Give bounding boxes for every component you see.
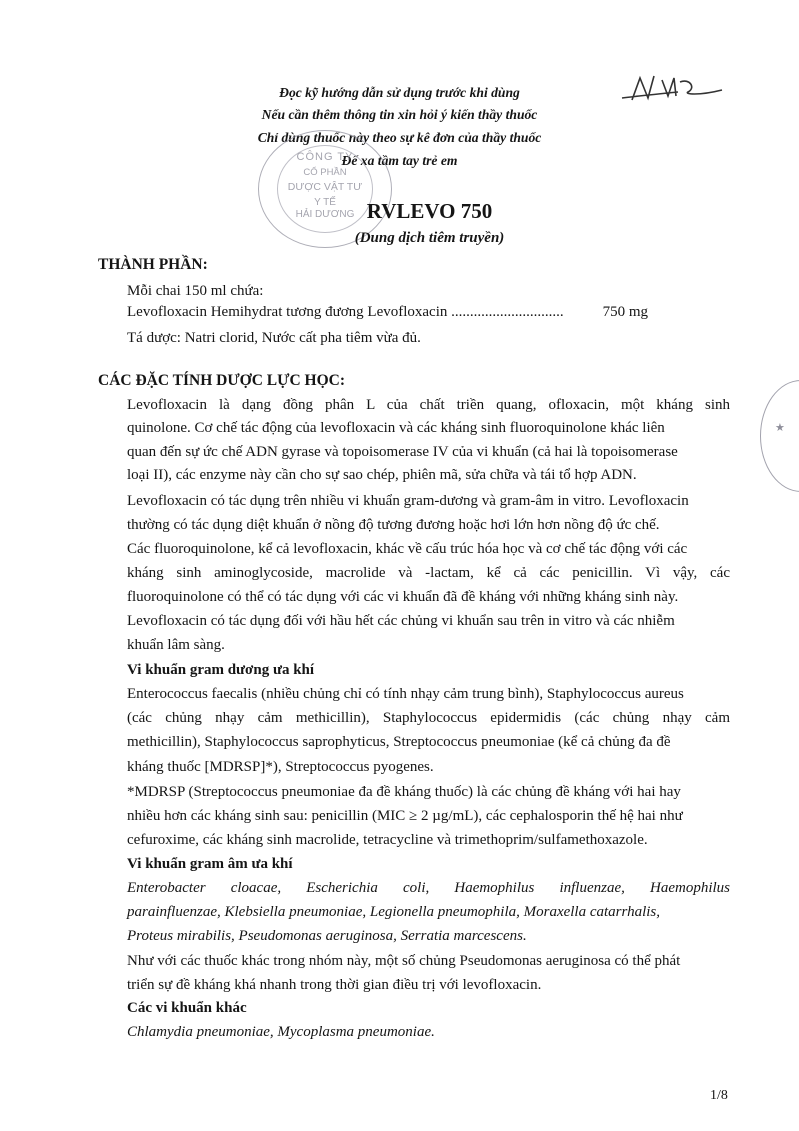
gram-positive-heading: Vi khuẩn gram dương ưa khí bbox=[127, 662, 315, 678]
pd-line-2: quinolone. Cơ chế tác động của levofloxacin và các kháng sinh fluoroquinolone khác liên bbox=[127, 420, 665, 436]
pd-line-8: kháng sinh aminoglycoside, macrolide và -lactam, kể cả các penicillin. Vì vậy, các bbox=[127, 565, 730, 581]
composition-heading: THÀNH PHẦN: bbox=[98, 256, 208, 273]
gram-pos-line-7: cefuroxime, các kháng sinh macrolide, tetracycline và trimethoprim/sulfamethoxazole. bbox=[127, 832, 648, 848]
gram-pos-line-3: methicillin), Staphylococcus saprophyticus, Streptococcus pneumoniae (kể cả chủng đa đề bbox=[127, 734, 671, 750]
product-form: (Dung dịch tiêm truyền) bbox=[354, 230, 505, 246]
page-number: 1/8 bbox=[710, 1088, 728, 1103]
pd-line-4: loại II), các enzyme này cần cho sự sao chép, phiên mã, sửa chữa và tái tổ hợp ADN. bbox=[127, 467, 637, 483]
active-ingredient-label: Levofloxacin Hemihydrat tương đương Levofloxacin .............................. bbox=[127, 304, 564, 320]
gram-pos-line-4: kháng thuốc [MDRSP]*), Streptococcus pyogenes. bbox=[127, 759, 434, 775]
gram-pos-line-1: Enterococcus faecalis (nhiều chủng chỉ có tính nhạy cảm trung bình), Staphylococcus aureus bbox=[127, 686, 684, 702]
gram-pos-line-5: *MDRSP (Streptococcus pneumoniae đa đề kháng thuốc) là các chủng đề kháng với hai hay bbox=[127, 784, 681, 800]
pd-line-10: Levofloxacin có tác dụng đối với hầu hết các chủng vi khuẩn sau trên in vitro và các nhiễm bbox=[127, 613, 675, 629]
gram-neg-line-2: parainfluenzae, Klebsiella pneumoniae, Legionella pneumophila, Moraxella catarrhalis, bbox=[127, 904, 661, 920]
composition-per-bottle: Mỗi chai 150 ml chứa: bbox=[127, 283, 264, 299]
edge-stamp: ★ bbox=[760, 380, 799, 492]
warning-line-2: Nếu cần thêm thông tin xin hỏi ý kiến thầy thuốc bbox=[261, 107, 538, 122]
pd-line-5: Levofloxacin có tác dụng trên nhiều vi khuẩn gram-dương và gram-âm in vitro. Levofloxacin bbox=[127, 493, 689, 509]
gram-neg-line-5: triển sự đề kháng khá nhanh trong thời gian điều trị với levofloxacin. bbox=[127, 977, 542, 993]
gram-neg-line-3: Proteus mirabilis, Pseudomonas aeruginosa, Serratia marcescens. bbox=[127, 928, 527, 944]
pharmacodynamics-heading: CÁC ĐẶC TÍNH DƯỢC LỰC HỌC: bbox=[98, 372, 345, 389]
composition-excipients: Tá dược: Natri clorid, Nước cất pha tiêm vừa đủ. bbox=[127, 330, 421, 346]
pd-line-6: thường có tác dụng diệt khuẩn ở nồng độ tương đương hoặc hơi lớn hơn nồng độ ức chế. bbox=[127, 517, 660, 533]
gram-neg-line-4: Như với các thuốc khác trong nhóm này, một số chủng Pseudomonas aeruginosa có thể phát bbox=[127, 953, 681, 969]
other-bacteria-line-1: Chlamydia pneumoniae, Mycoplasma pneumoniae. bbox=[127, 1024, 435, 1040]
active-ingredient-amount: 750 mg bbox=[602, 304, 648, 320]
gram-pos-line-6: nhiều hơn các kháng sinh sau: penicillin (MIC ≥ 2 µg/mL), các cephalosporin thế hệ hai như bbox=[127, 808, 683, 824]
pd-line-7: Các fluoroquinolone, kể cả levofloxacin, khác về cấu trúc hóa học và cơ chế tác động với các bbox=[127, 541, 688, 557]
warning-line-3: Chỉ dùng thuốc này theo sự kê đơn của thầy thuốc bbox=[257, 130, 542, 145]
gram-neg-line-1: Enterobacter cloacae, Escherichia coli, Haemophilus influenzae, Haemophilus bbox=[127, 880, 730, 896]
product-name: RVLEVO 750 bbox=[366, 199, 493, 223]
company-stamp: CÔNG TY CỔ PHẦN DƯỢC VẬT TƯ Y TẾ HẢI DƯƠNG bbox=[258, 130, 392, 248]
warning-line-4: Để xa tầm tay trẻ em bbox=[341, 153, 458, 168]
signature-mark bbox=[618, 70, 728, 110]
pd-line-1: Levofloxacin là dạng đồng phân L của chất triền quang, ofloxacin, một kháng sinh bbox=[127, 397, 730, 413]
other-bacteria-heading: Các vi khuẩn khác bbox=[127, 1000, 247, 1016]
warning-line-1: Đọc kỹ hướng dẫn sử dụng trước khi dùng bbox=[279, 85, 520, 100]
pd-line-11: khuẩn lâm sàng. bbox=[127, 637, 225, 653]
pd-line-9: fluoroquinolone có thể có tác dụng với các vi khuẩn đã đề kháng với những kháng sinh này. bbox=[127, 589, 679, 605]
gram-pos-line-2: (các chủng nhạy cảm methicillin), Staphylococcus epidermidis (các chủng nhạy cảm bbox=[127, 710, 730, 726]
gram-negative-heading: Vi khuẩn gram âm ưa khí bbox=[127, 856, 293, 872]
pd-line-3: quan đến sự ức chế ADN gyrase và topoisomerase IV của vi khuẩn (cả hai là topoisomerase bbox=[127, 444, 678, 460]
